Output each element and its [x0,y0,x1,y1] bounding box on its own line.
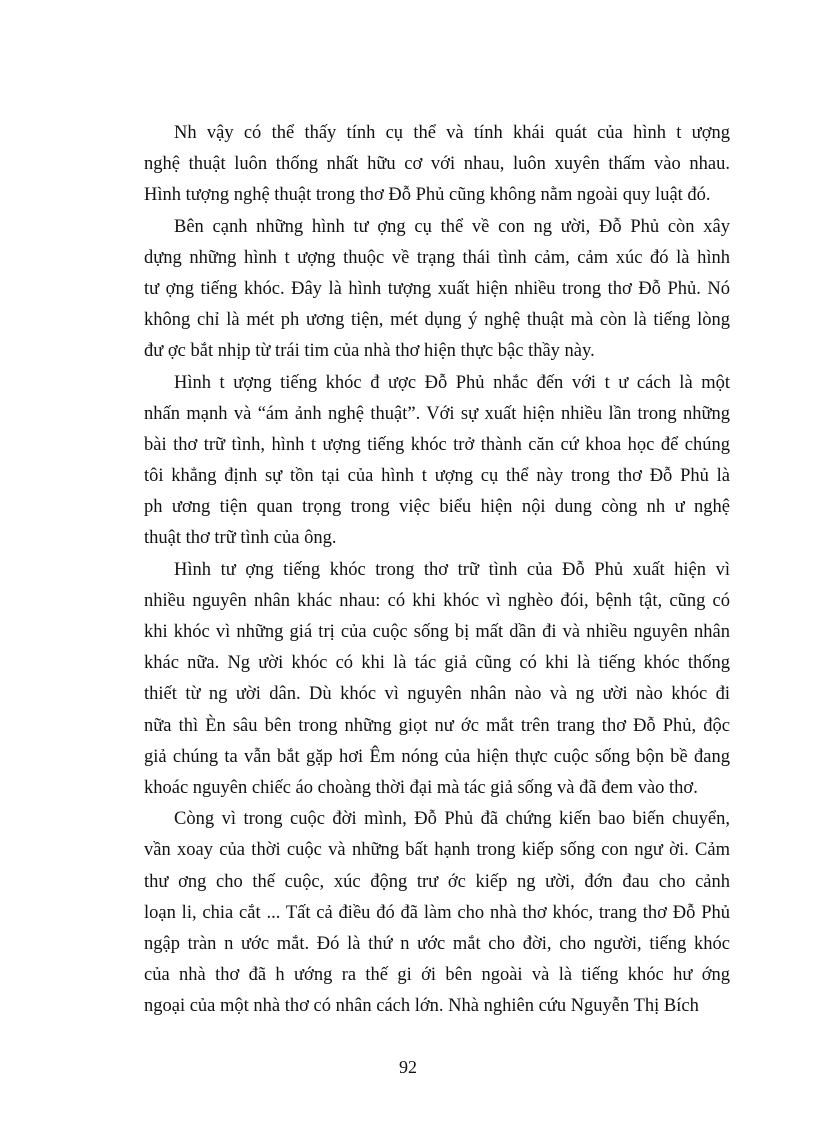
text-line: khác nữa. Ng ười khóc có khi là tác giả cũng có khi là tiếng khóc thống [144,653,730,674]
text-line: vần xoay của thời cuộc và những bất hạnh trong kiếp sống con ngư ời. Cảm [144,840,730,861]
text-line: nhiều nguyên nhân khác nhau: có khi khóc vì nghèo đói, bệnh tật, cũng có [144,590,730,611]
text-line: loạn li, chia cắt ... Tất cả điều đó đã làm cho nhà thơ khóc, trang thơ Đỗ Phủ [144,902,730,923]
text-line: dựng những hình t ượng thuộc về trạng thái tình cảm, cảm xúc đó là hình [144,247,730,268]
text-line: thuật thơ trữ tình của ông. [144,528,337,549]
text-line: Còng vì trong cuộc đời mình, Đỗ Phủ đã chứng kiến bao biến chuyển, [174,809,730,830]
text-line: khoác nguyên chiếc áo choàng thời đại mà tác giả sống và đã đem vào thơ. [144,777,698,798]
paragraph [144,804,730,1022]
text-line: giả chúng ta vẫn bắt gặp hơi Êm nóng của hiện thực cuộc sống bộn bề đang [144,746,730,767]
text-line: ngập tràn n ước mắt. Đó là thứ n ước mắt cho đời, cho người, tiếng khóc [144,933,730,954]
text-line: bài thơ trữ tình, hình t ượng tiếng khóc trở thành căn cứ khoa học để chúng [144,434,730,455]
paragraph [144,118,730,212]
paragraph [144,555,730,805]
text-line: nữa thì Èn sâu bên trong những giọt nư ớc mắt trên trang thơ Đỗ Phủ, độc [144,715,730,736]
text-line: Hình tư ợng tiếng khóc trong thơ trữ tình của Đỗ Phủ xuất hiện vì [174,559,730,580]
paragraph [144,368,730,555]
text-line: đư ợc bắt nhịp từ trái tim của nhà thơ hiện thực bậc thầy này. [144,341,595,362]
text-line: Hình tượng nghệ thuật trong thơ Đỗ Phủ cũng không nằm ngoài quy luật đó. [144,185,711,206]
text-line: nghệ thuật luôn thống nhất hữu cơ với nhau, luôn xuyên thấm vào nhau. [144,154,730,175]
text-line: ph ương tiện quan trọng trong việc biểu hiện nội dung còng nh ư nghệ [144,497,730,518]
body-text [144,118,730,1022]
page-number: 92 [399,1057,417,1077]
text-line: thư ơng cho thế cuộc, xúc động trư ớc kiếp ng ười, đớn đau cho cảnh [144,871,730,892]
text-line: tôi khẳng định sự tồn tại của hình t ượng cụ thể này trong thơ Đỗ Phủ là [144,466,730,487]
text-line: của nhà thơ đã h ướng ra thế gi ới bên ngoài và là tiếng khóc hư ớng [144,965,730,986]
text-line: thiết từ ng ười dân. Dù khóc vì nguyên nhân nào và ng ười nào khóc đi [144,684,730,705]
text-line: tư ợng tiếng khóc. Đây là hình tượng xuất hiện nhiều trong thơ Đỗ Phủ. Nó [144,278,730,299]
text-line: nhấn mạnh và “ám ảnh nghệ thuật”. Với sự xuất hiện nhiều lần trong những [144,403,730,424]
text-line: không chỉ là mét ph ương tiện, mét dụng ý nghệ thuật mà còn là tiếng lòng [144,310,730,331]
text-line: Bên cạnh những hình tư ợng cụ thể về con ng ười, Đỗ Phủ còn xây [174,216,730,237]
text-line: ngoại của một nhà thơ có nhân cách lớn. Nhà nghiên cứu Nguyễn Thị Bích [144,996,699,1017]
text-line: Nh vậy có thể thấy tính cụ thể và tính khái quát của hình t ượng [174,123,730,143]
text-line: Hình t ượng tiếng khóc đ ược Đỗ Phủ nhắc đến với t ư cách là một [174,372,730,393]
text-line: khi khóc vì những giá trị của cuộc sống bị mất dần đi và nhiều nguyên nhân [144,622,730,642]
paragraph [144,212,730,368]
